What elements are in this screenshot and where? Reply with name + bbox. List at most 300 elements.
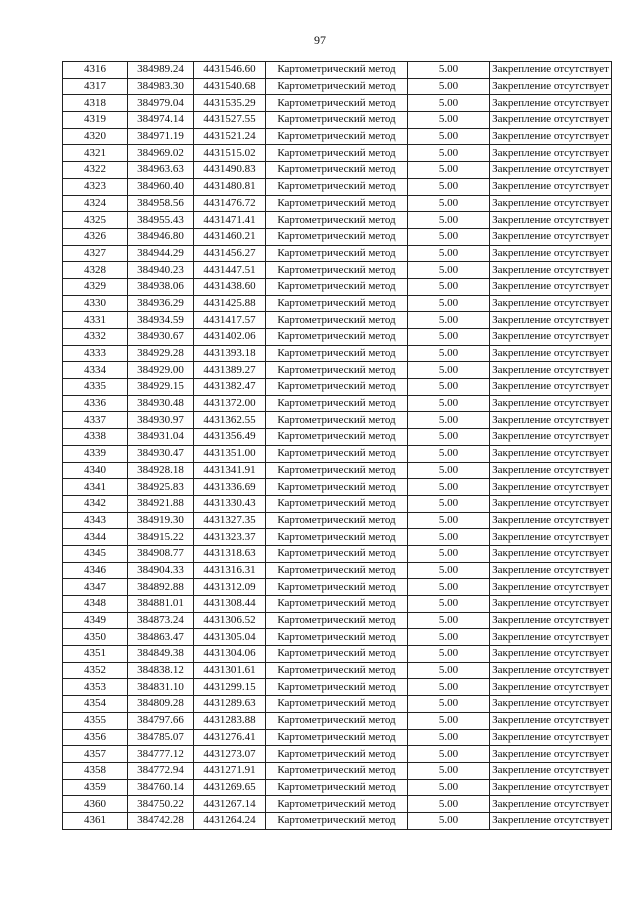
y-coordinate-cell: 4431276.41	[194, 729, 266, 746]
y-coordinate-cell: 4431515.02	[194, 145, 266, 162]
accuracy-cell: 5.00	[408, 312, 490, 329]
fixing-cell: Закрепление отсутствует	[490, 145, 612, 162]
fixing-cell: Закрепление отсутствует	[490, 112, 612, 129]
fixing-cell: Закрепление отсутствует	[490, 629, 612, 646]
accuracy-cell: 5.00	[408, 95, 490, 112]
table-row	[63, 145, 612, 162]
y-coordinate-cell: 4431356.49	[194, 429, 266, 446]
x-coordinate-cell: 384838.12	[128, 662, 194, 679]
x-coordinate-cell: 384929.28	[128, 345, 194, 362]
x-coordinate-cell: 384742.28	[128, 812, 194, 829]
method-cell: Картометрический метод	[266, 662, 408, 679]
method-cell: Картометрический метод	[266, 379, 408, 396]
method-cell: Картометрический метод	[266, 579, 408, 596]
fixing-cell: Закрепление отсутствует	[490, 395, 612, 412]
x-coordinate-cell: 384785.07	[128, 729, 194, 746]
method-cell: Картометрический метод	[266, 545, 408, 562]
y-coordinate-cell: 4431306.52	[194, 612, 266, 629]
method-cell: Картометрический метод	[266, 112, 408, 129]
x-coordinate-cell: 384863.47	[128, 629, 194, 646]
x-coordinate-cell: 384797.66	[128, 712, 194, 729]
y-coordinate-cell: 4431269.65	[194, 779, 266, 796]
table-row	[63, 195, 612, 212]
method-cell: Картометрический метод	[266, 445, 408, 462]
y-coordinate-cell: 4431480.81	[194, 178, 266, 195]
point-number-cell: 4344	[63, 529, 128, 546]
page-number: 97	[314, 33, 326, 47]
x-coordinate-cell: 384931.04	[128, 429, 194, 446]
accuracy-cell: 5.00	[408, 329, 490, 346]
method-cell: Картометрический метод	[266, 512, 408, 529]
method-cell: Картометрический метод	[266, 462, 408, 479]
table-row	[63, 746, 612, 763]
y-coordinate-cell: 4431341.91	[194, 462, 266, 479]
fixing-cell: Закрепление отсутствует	[490, 462, 612, 479]
method-cell: Картометрический метод	[266, 78, 408, 95]
method-cell: Картометрический метод	[266, 329, 408, 346]
accuracy-cell: 5.00	[408, 295, 490, 312]
accuracy-cell: 5.00	[408, 195, 490, 212]
fixing-cell: Закрепление отсутствует	[490, 662, 612, 679]
table-row	[63, 228, 612, 245]
accuracy-cell: 5.00	[408, 145, 490, 162]
accuracy-cell: 5.00	[408, 746, 490, 763]
accuracy-cell: 5.00	[408, 445, 490, 462]
x-coordinate-cell: 384760.14	[128, 779, 194, 796]
x-coordinate-cell: 384979.04	[128, 95, 194, 112]
x-coordinate-cell: 384809.28	[128, 696, 194, 713]
x-coordinate-cell: 384983.30	[128, 78, 194, 95]
table-row	[63, 295, 612, 312]
accuracy-cell: 5.00	[408, 78, 490, 95]
fixing-cell: Закрепление отсутствует	[490, 495, 612, 512]
method-cell: Картометрический метод	[266, 128, 408, 145]
point-number-cell: 4331	[63, 312, 128, 329]
method-cell: Картометрический метод	[266, 596, 408, 613]
x-coordinate-cell: 384930.48	[128, 395, 194, 412]
fixing-cell: Закрепление отсутствует	[490, 245, 612, 262]
method-cell: Картометрический метод	[266, 696, 408, 713]
table-row	[63, 345, 612, 362]
point-number-cell: 4357	[63, 746, 128, 763]
method-cell: Картометрический метод	[266, 529, 408, 546]
x-coordinate-cell: 384928.18	[128, 462, 194, 479]
table-row	[63, 128, 612, 145]
method-cell: Картометрический метод	[266, 212, 408, 229]
y-coordinate-cell: 4431540.68	[194, 78, 266, 95]
fixing-cell: Закрепление отсутствует	[490, 329, 612, 346]
table-row	[63, 696, 612, 713]
point-number-cell: 4330	[63, 295, 128, 312]
y-coordinate-cell: 4431301.61	[194, 662, 266, 679]
fixing-cell: Закрепление отсутствует	[490, 178, 612, 195]
y-coordinate-cell: 4431330.43	[194, 495, 266, 512]
table-row	[63, 278, 612, 295]
table-row	[63, 579, 612, 596]
fixing-cell: Закрепление отсутствует	[490, 579, 612, 596]
table-row	[63, 479, 612, 496]
point-number-cell: 4327	[63, 245, 128, 262]
fixing-cell: Закрепление отсутствует	[490, 162, 612, 179]
accuracy-cell: 5.00	[408, 812, 490, 829]
point-number-cell: 4328	[63, 262, 128, 279]
point-number-cell: 4317	[63, 78, 128, 95]
method-cell: Картометрический метод	[266, 412, 408, 429]
table-row	[63, 362, 612, 379]
y-coordinate-cell: 4431490.83	[194, 162, 266, 179]
y-coordinate-cell: 4431535.29	[194, 95, 266, 112]
fixing-cell: Закрепление отсутствует	[490, 228, 612, 245]
x-coordinate-cell: 384750.22	[128, 796, 194, 813]
accuracy-cell: 5.00	[408, 412, 490, 429]
y-coordinate-cell: 4431471.41	[194, 212, 266, 229]
fixing-cell: Закрепление отсутствует	[490, 345, 612, 362]
point-number-cell: 4345	[63, 545, 128, 562]
x-coordinate-cell: 384892.88	[128, 579, 194, 596]
method-cell: Картометрический метод	[266, 278, 408, 295]
y-coordinate-cell: 4431447.51	[194, 262, 266, 279]
table-row	[63, 812, 612, 829]
method-cell: Картометрический метод	[266, 429, 408, 446]
y-coordinate-cell: 4431264.24	[194, 812, 266, 829]
accuracy-cell: 5.00	[408, 278, 490, 295]
fixing-cell: Закрепление отсутствует	[490, 262, 612, 279]
fixing-cell: Закрепление отсутствует	[490, 445, 612, 462]
fixing-cell: Закрепление отсутствует	[490, 812, 612, 829]
table-row	[63, 762, 612, 779]
method-cell: Картометрический метод	[266, 162, 408, 179]
accuracy-cell: 5.00	[408, 495, 490, 512]
point-number-cell: 4348	[63, 596, 128, 613]
point-number-cell: 4338	[63, 429, 128, 446]
x-coordinate-cell: 384873.24	[128, 612, 194, 629]
fixing-cell: Закрепление отсутствует	[490, 696, 612, 713]
accuracy-cell: 5.00	[408, 729, 490, 746]
point-number-cell: 4361	[63, 812, 128, 829]
method-cell: Картометрический метод	[266, 729, 408, 746]
method-cell: Картометрический метод	[266, 612, 408, 629]
x-coordinate-cell: 384881.01	[128, 596, 194, 613]
fixing-cell: Закрепление отсутствует	[490, 429, 612, 446]
accuracy-cell: 5.00	[408, 596, 490, 613]
y-coordinate-cell: 4431336.69	[194, 479, 266, 496]
x-coordinate-cell: 384777.12	[128, 746, 194, 763]
y-coordinate-cell: 4431351.00	[194, 445, 266, 462]
method-cell: Картометрический метод	[266, 796, 408, 813]
x-coordinate-cell: 384772.94	[128, 762, 194, 779]
method-cell: Картометрический метод	[266, 779, 408, 796]
x-coordinate-cell: 384908.77	[128, 545, 194, 562]
method-cell: Картометрический метод	[266, 629, 408, 646]
method-cell: Картометрический метод	[266, 245, 408, 262]
method-cell: Картометрический метод	[266, 145, 408, 162]
x-coordinate-cell: 384960.40	[128, 178, 194, 195]
x-coordinate-cell: 384944.29	[128, 245, 194, 262]
y-coordinate-cell: 4431417.57	[194, 312, 266, 329]
accuracy-cell: 5.00	[408, 112, 490, 129]
point-number-cell: 4326	[63, 228, 128, 245]
point-number-cell: 4335	[63, 379, 128, 396]
y-coordinate-cell: 4431323.37	[194, 529, 266, 546]
x-coordinate-cell: 384958.56	[128, 195, 194, 212]
accuracy-cell: 5.00	[408, 712, 490, 729]
fixing-cell: Закрепление отсутствует	[490, 128, 612, 145]
table-row	[63, 329, 612, 346]
accuracy-cell: 5.00	[408, 529, 490, 546]
method-cell: Картометрический метод	[266, 762, 408, 779]
method-cell: Картометрический метод	[266, 746, 408, 763]
x-coordinate-cell: 384989.24	[128, 62, 194, 79]
method-cell: Картометрический метод	[266, 646, 408, 663]
point-number-cell: 4323	[63, 178, 128, 195]
accuracy-cell: 5.00	[408, 128, 490, 145]
accuracy-cell: 5.00	[408, 245, 490, 262]
y-coordinate-cell: 4431267.14	[194, 796, 266, 813]
point-number-cell: 4316	[63, 62, 128, 79]
method-cell: Картометрический метод	[266, 312, 408, 329]
fixing-cell: Закрепление отсутствует	[490, 62, 612, 79]
fixing-cell: Закрепление отсутствует	[490, 512, 612, 529]
accuracy-cell: 5.00	[408, 796, 490, 813]
x-coordinate-cell: 384929.00	[128, 362, 194, 379]
point-number-cell: 4343	[63, 512, 128, 529]
method-cell: Картометрический метод	[266, 178, 408, 195]
x-coordinate-cell: 384904.33	[128, 562, 194, 579]
table-row	[63, 379, 612, 396]
point-number-cell: 4318	[63, 95, 128, 112]
method-cell: Картометрический метод	[266, 62, 408, 79]
method-cell: Картометрический метод	[266, 195, 408, 212]
fixing-cell: Закрепление отсутствует	[490, 779, 612, 796]
y-coordinate-cell: 4431362.55	[194, 412, 266, 429]
accuracy-cell: 5.00	[408, 178, 490, 195]
table-row	[63, 112, 612, 129]
table-row	[63, 95, 612, 112]
point-number-cell: 4324	[63, 195, 128, 212]
table-row	[63, 178, 612, 195]
method-cell: Картометрический метод	[266, 712, 408, 729]
table-row	[63, 312, 612, 329]
fixing-cell: Закрепление отсутствует	[490, 479, 612, 496]
method-cell: Картометрический метод	[266, 495, 408, 512]
fixing-cell: Закрепление отсутствует	[490, 412, 612, 429]
accuracy-cell: 5.00	[408, 479, 490, 496]
table-row	[63, 712, 612, 729]
point-number-cell: 4342	[63, 495, 128, 512]
x-coordinate-cell: 384919.30	[128, 512, 194, 529]
accuracy-cell: 5.00	[408, 662, 490, 679]
point-number-cell: 4334	[63, 362, 128, 379]
point-number-cell: 4358	[63, 762, 128, 779]
y-coordinate-cell: 4431425.88	[194, 295, 266, 312]
fixing-cell: Закрепление отсутствует	[490, 746, 612, 763]
point-number-cell: 4339	[63, 445, 128, 462]
table-row	[63, 796, 612, 813]
fixing-cell: Закрепление отсутствует	[490, 646, 612, 663]
y-coordinate-cell: 4431316.31	[194, 562, 266, 579]
x-coordinate-cell: 384921.88	[128, 495, 194, 512]
method-cell: Картометрический метод	[266, 95, 408, 112]
table-row	[63, 729, 612, 746]
point-number-cell: 4320	[63, 128, 128, 145]
table-row	[63, 545, 612, 562]
x-coordinate-cell: 384936.29	[128, 295, 194, 312]
y-coordinate-cell: 4431273.07	[194, 746, 266, 763]
fixing-cell: Закрепление отсутствует	[490, 195, 612, 212]
y-coordinate-cell: 4431456.27	[194, 245, 266, 262]
table-row	[63, 462, 612, 479]
point-number-cell: 4322	[63, 162, 128, 179]
table-row	[63, 512, 612, 529]
x-coordinate-cell: 384938.06	[128, 278, 194, 295]
point-number-cell: 4356	[63, 729, 128, 746]
fixing-cell: Закрепление отсутствует	[490, 78, 612, 95]
point-number-cell: 4325	[63, 212, 128, 229]
fixing-cell: Закрепление отсутствует	[490, 679, 612, 696]
x-coordinate-cell: 384930.47	[128, 445, 194, 462]
x-coordinate-cell: 384946.80	[128, 228, 194, 245]
method-cell: Картометрический метод	[266, 362, 408, 379]
point-number-cell: 4359	[63, 779, 128, 796]
x-coordinate-cell: 384929.15	[128, 379, 194, 396]
x-coordinate-cell: 384955.43	[128, 212, 194, 229]
y-coordinate-cell: 4431299.15	[194, 679, 266, 696]
accuracy-cell: 5.00	[408, 162, 490, 179]
y-coordinate-cell: 4431460.21	[194, 228, 266, 245]
y-coordinate-cell: 4431283.88	[194, 712, 266, 729]
fixing-cell: Закрепление отсутствует	[490, 596, 612, 613]
accuracy-cell: 5.00	[408, 212, 490, 229]
point-number-cell: 4360	[63, 796, 128, 813]
accuracy-cell: 5.00	[408, 262, 490, 279]
fixing-cell: Закрепление отсутствует	[490, 529, 612, 546]
point-number-cell: 4349	[63, 612, 128, 629]
point-number-cell: 4354	[63, 696, 128, 713]
y-coordinate-cell: 4431312.09	[194, 579, 266, 596]
method-cell: Картометрический метод	[266, 395, 408, 412]
accuracy-cell: 5.00	[408, 429, 490, 446]
method-cell: Картометрический метод	[266, 228, 408, 245]
point-number-cell: 4332	[63, 329, 128, 346]
x-coordinate-cell: 384849.38	[128, 646, 194, 663]
x-coordinate-cell: 384925.83	[128, 479, 194, 496]
table-row	[63, 212, 612, 229]
table-row	[63, 662, 612, 679]
x-coordinate-cell: 384831.10	[128, 679, 194, 696]
table-row	[63, 162, 612, 179]
point-number-cell: 4352	[63, 662, 128, 679]
y-coordinate-cell: 4431389.27	[194, 362, 266, 379]
point-number-cell: 4329	[63, 278, 128, 295]
x-coordinate-cell: 384940.23	[128, 262, 194, 279]
fixing-cell: Закрепление отсутствует	[490, 379, 612, 396]
x-coordinate-cell: 384963.63	[128, 162, 194, 179]
accuracy-cell: 5.00	[408, 779, 490, 796]
table-row	[63, 262, 612, 279]
y-coordinate-cell: 4431546.60	[194, 62, 266, 79]
method-cell: Картометрический метод	[266, 812, 408, 829]
method-cell: Картометрический метод	[266, 562, 408, 579]
y-coordinate-cell: 4431327.35	[194, 512, 266, 529]
accuracy-cell: 5.00	[408, 646, 490, 663]
point-number-cell: 4353	[63, 679, 128, 696]
y-coordinate-cell: 4431305.04	[194, 629, 266, 646]
accuracy-cell: 5.00	[408, 562, 490, 579]
table-row	[63, 395, 612, 412]
y-coordinate-cell: 4431527.55	[194, 112, 266, 129]
accuracy-cell: 5.00	[408, 512, 490, 529]
y-coordinate-cell: 4431476.72	[194, 195, 266, 212]
y-coordinate-cell: 4431289.63	[194, 696, 266, 713]
accuracy-cell: 5.00	[408, 362, 490, 379]
method-cell: Картометрический метод	[266, 679, 408, 696]
method-cell: Картометрический метод	[266, 479, 408, 496]
fixing-cell: Закрепление отсутствует	[490, 729, 612, 746]
point-number-cell: 4321	[63, 145, 128, 162]
table-row	[63, 495, 612, 512]
fixing-cell: Закрепление отсутствует	[490, 362, 612, 379]
table-row	[63, 679, 612, 696]
table-row	[63, 596, 612, 613]
accuracy-cell: 5.00	[408, 462, 490, 479]
point-number-cell: 4355	[63, 712, 128, 729]
x-coordinate-cell: 384969.02	[128, 145, 194, 162]
y-coordinate-cell: 4431393.18	[194, 345, 266, 362]
y-coordinate-cell: 4431304.06	[194, 646, 266, 663]
table-row	[63, 529, 612, 546]
fixing-cell: Закрепление отсутствует	[490, 278, 612, 295]
accuracy-cell: 5.00	[408, 379, 490, 396]
fixing-cell: Закрепление отсутствует	[490, 762, 612, 779]
table-row	[63, 429, 612, 446]
fixing-cell: Закрепление отсутствует	[490, 545, 612, 562]
accuracy-cell: 5.00	[408, 579, 490, 596]
y-coordinate-cell: 4431402.06	[194, 329, 266, 346]
fixing-cell: Закрепление отсутствует	[490, 212, 612, 229]
table-row	[63, 445, 612, 462]
x-coordinate-cell: 384930.97	[128, 412, 194, 429]
table-row	[63, 412, 612, 429]
accuracy-cell: 5.00	[408, 395, 490, 412]
y-coordinate-cell: 4431382.47	[194, 379, 266, 396]
table-row	[63, 612, 612, 629]
fixing-cell: Закрепление отсутствует	[490, 295, 612, 312]
accuracy-cell: 5.00	[408, 545, 490, 562]
fixing-cell: Закрепление отсутствует	[490, 612, 612, 629]
point-number-cell: 4347	[63, 579, 128, 596]
method-cell: Картометрический метод	[266, 345, 408, 362]
table-row	[63, 78, 612, 95]
accuracy-cell: 5.00	[408, 612, 490, 629]
accuracy-cell: 5.00	[408, 345, 490, 362]
method-cell: Картометрический метод	[266, 295, 408, 312]
accuracy-cell: 5.00	[408, 762, 490, 779]
accuracy-cell: 5.00	[408, 62, 490, 79]
point-number-cell: 4340	[63, 462, 128, 479]
fixing-cell: Закрепление отсутствует	[490, 796, 612, 813]
x-coordinate-cell: 384974.14	[128, 112, 194, 129]
coordinates-table-body	[63, 62, 612, 830]
table-row	[63, 646, 612, 663]
y-coordinate-cell: 4431271.91	[194, 762, 266, 779]
y-coordinate-cell: 4431521.24	[194, 128, 266, 145]
point-number-cell: 4336	[63, 395, 128, 412]
point-number-cell: 4346	[63, 562, 128, 579]
fixing-cell: Закрепление отсутствует	[490, 562, 612, 579]
point-number-cell: 4319	[63, 112, 128, 129]
y-coordinate-cell: 4431438.60	[194, 278, 266, 295]
coordinates-table	[62, 61, 612, 830]
